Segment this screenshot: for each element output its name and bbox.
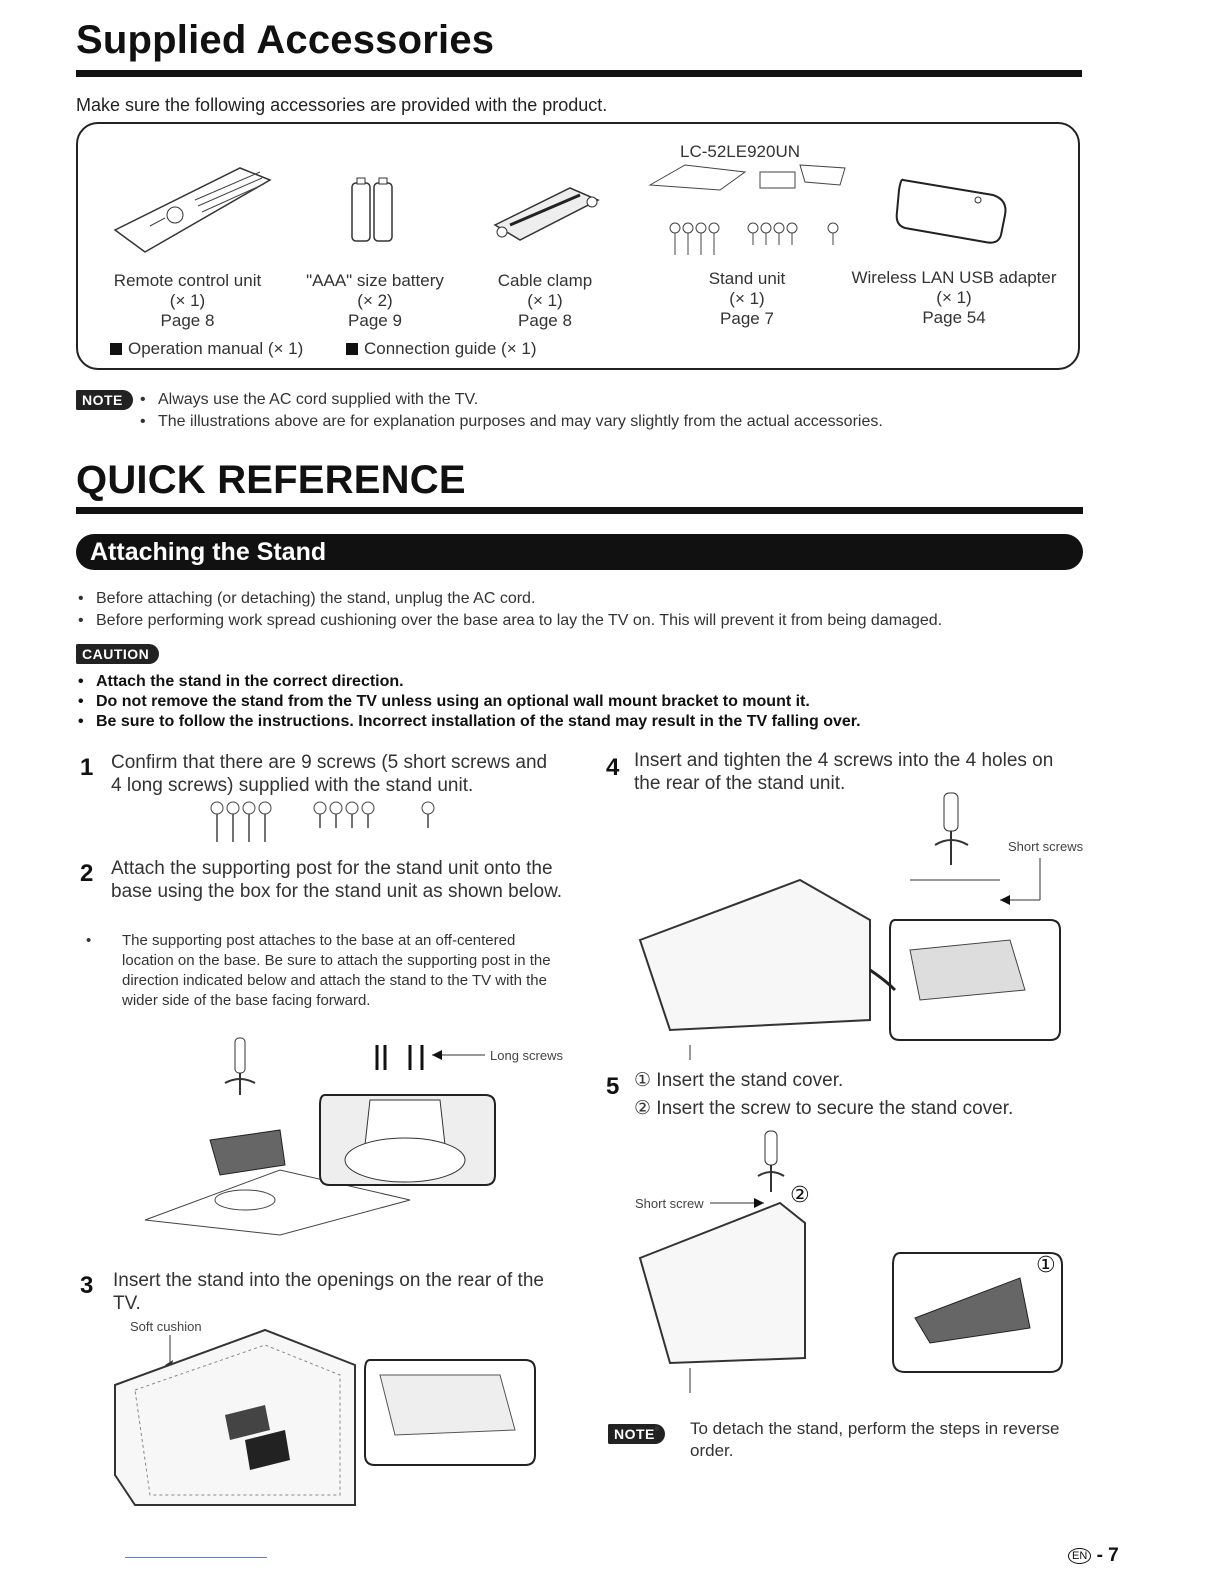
marker-2: ② — [790, 1182, 810, 1207]
step-2-number: 2 — [80, 860, 94, 887]
title-rule — [76, 70, 1082, 77]
accessory-qty: (× 1) — [527, 291, 563, 310]
language-badge: EN — [1068, 1548, 1091, 1564]
accessory-page: Page 7 — [720, 309, 774, 328]
accessory-qty: (× 1) — [936, 288, 972, 307]
note1-list — [140, 389, 883, 433]
square-bullet-icon — [346, 343, 358, 355]
accessory-name: Cable clamp — [497, 271, 593, 290]
step-5-line-2: ② Insert the screw to secure the stand cover. — [634, 1098, 1014, 1119]
accessory-qty: (× 2) — [357, 291, 393, 310]
caution-item: • Attach the stand in the correct direction. — [78, 672, 861, 692]
accessory-page: Page 8 — [160, 311, 215, 330]
accessory-name: "AAA" size battery — [306, 271, 444, 290]
step-5-number: 5 — [606, 1073, 620, 1100]
short-screw-label: Short screw — [635, 1196, 704, 1211]
accessory-battery — [290, 271, 460, 331]
screws-illustration — [205, 800, 445, 845]
note2-text: • To detach the stand, perform the steps in reverse order. — [672, 1418, 1105, 1462]
accessory-qty: (× 1) — [169, 291, 206, 310]
stand-cover-illustration — [630, 1128, 1070, 1398]
note-badge: NOTE — [76, 390, 133, 410]
prep-bullet: • Before performing work spread cushioning over the base area to lay the TV on. This will prevent it from being damaged. — [78, 610, 942, 632]
page-number: - 7 — [1096, 1545, 1119, 1566]
caution-badge: CAUTION — [76, 644, 159, 664]
note1-bullet: • The illustrations above are for explanation purposes and may vary slightly from the actual accessories. — [140, 411, 883, 433]
quick-reference-rule — [76, 507, 1083, 514]
step-2-text: Attach the supporting post for the stand unit onto the base using the box for the stand unit as shown below. — [111, 858, 563, 902]
accessory-name: Stand unit — [708, 269, 786, 288]
subsection-title-attaching-stand: Attaching the Stand — [76, 534, 1083, 570]
battery-illustration — [350, 175, 400, 245]
accessory-remote — [95, 271, 280, 331]
tighten-screws-illustration — [630, 790, 1070, 1060]
step-1-number: 1 — [80, 754, 94, 781]
accessory-page: Page 8 — [518, 311, 572, 330]
short-screws-label: Short screws — [1008, 839, 1084, 854]
accessory-stand — [672, 269, 822, 329]
accessory-page: Page 54 — [922, 308, 986, 327]
footer-underline — [125, 1557, 267, 1558]
step-5-line-1: ① Insert the stand cover. — [634, 1070, 844, 1091]
step-1-text: Confirm that there are 9 screws (5 short screws and 4 long screws) supplied with the stand unit. — [111, 752, 548, 796]
step-3-text: Insert the stand into the openings on the rear of the TV. — [113, 1270, 544, 1314]
step-4-number: 4 — [606, 754, 620, 781]
marker-1: ① — [1036, 1252, 1056, 1277]
accessory-name: Remote control unit — [113, 271, 262, 290]
extra-connection-guide: Connection guide (× 1) — [346, 339, 536, 359]
square-bullet-icon — [110, 343, 122, 355]
long-screws-label: Long screws — [490, 1048, 563, 1063]
model-label: LC-52LE920UN — [680, 142, 801, 161]
step-2-sub-bullet: • The supporting post attaches to the base at an off-centered location on the base. Be sure to attach the supporting post in the direction indicated below and attach the stand to the TV with the wider side of the base facing forward. — [104, 931, 562, 1011]
accessory-page: Page 9 — [348, 311, 402, 330]
caution-list — [78, 672, 861, 732]
insert-stand-illustration — [105, 1335, 550, 1505]
section-title-supplied: Supplied Accessories — [76, 18, 495, 62]
section-title-quick-reference: QUICK REFERENCE — [76, 458, 466, 502]
prep-bullet: • Before attaching (or detaching) the stand, unplug the AC cord. — [78, 588, 942, 610]
soft-cushion-label: Soft cushion — [130, 1319, 202, 1334]
cable-clamp-illustration — [490, 180, 605, 250]
accessory-qty: (× 1) — [729, 289, 765, 308]
accessory-cable-clamp — [470, 271, 620, 331]
accessory-name: Wireless LAN USB adapter — [851, 268, 1057, 287]
step-4-text: Insert and tighten the 4 screws into the 4 holes on the rear of the stand unit. — [634, 750, 1054, 794]
prep-bullets — [78, 588, 942, 632]
caution-item: • Do not remove the stand from the TV unless using an optional wall mount bracket to mount it. — [78, 692, 861, 712]
accessory-wlan — [840, 268, 1068, 328]
stand-unit-illustration — [645, 160, 855, 260]
supplied-intro: Make sure the following accessories are provided with the product. — [76, 95, 608, 115]
note-badge-2: NOTE — [608, 1424, 665, 1444]
step-3-number: 3 — [80, 1272, 94, 1299]
note1-bullet: • Always use the AC cord supplied with the TV. — [140, 389, 883, 411]
base-post-illustration — [140, 1035, 500, 1235]
page-footer — [1068, 1545, 1119, 1567]
wireless-lan-adapter-illustration — [893, 170, 1013, 250]
remote-illustration — [110, 160, 280, 260]
caution-item: • Be sure to follow the instructions. Incorrect installation of the stand may result in the TV falling over. — [78, 712, 861, 732]
extra-operation-manual: Operation manual (× 1) — [110, 339, 303, 359]
